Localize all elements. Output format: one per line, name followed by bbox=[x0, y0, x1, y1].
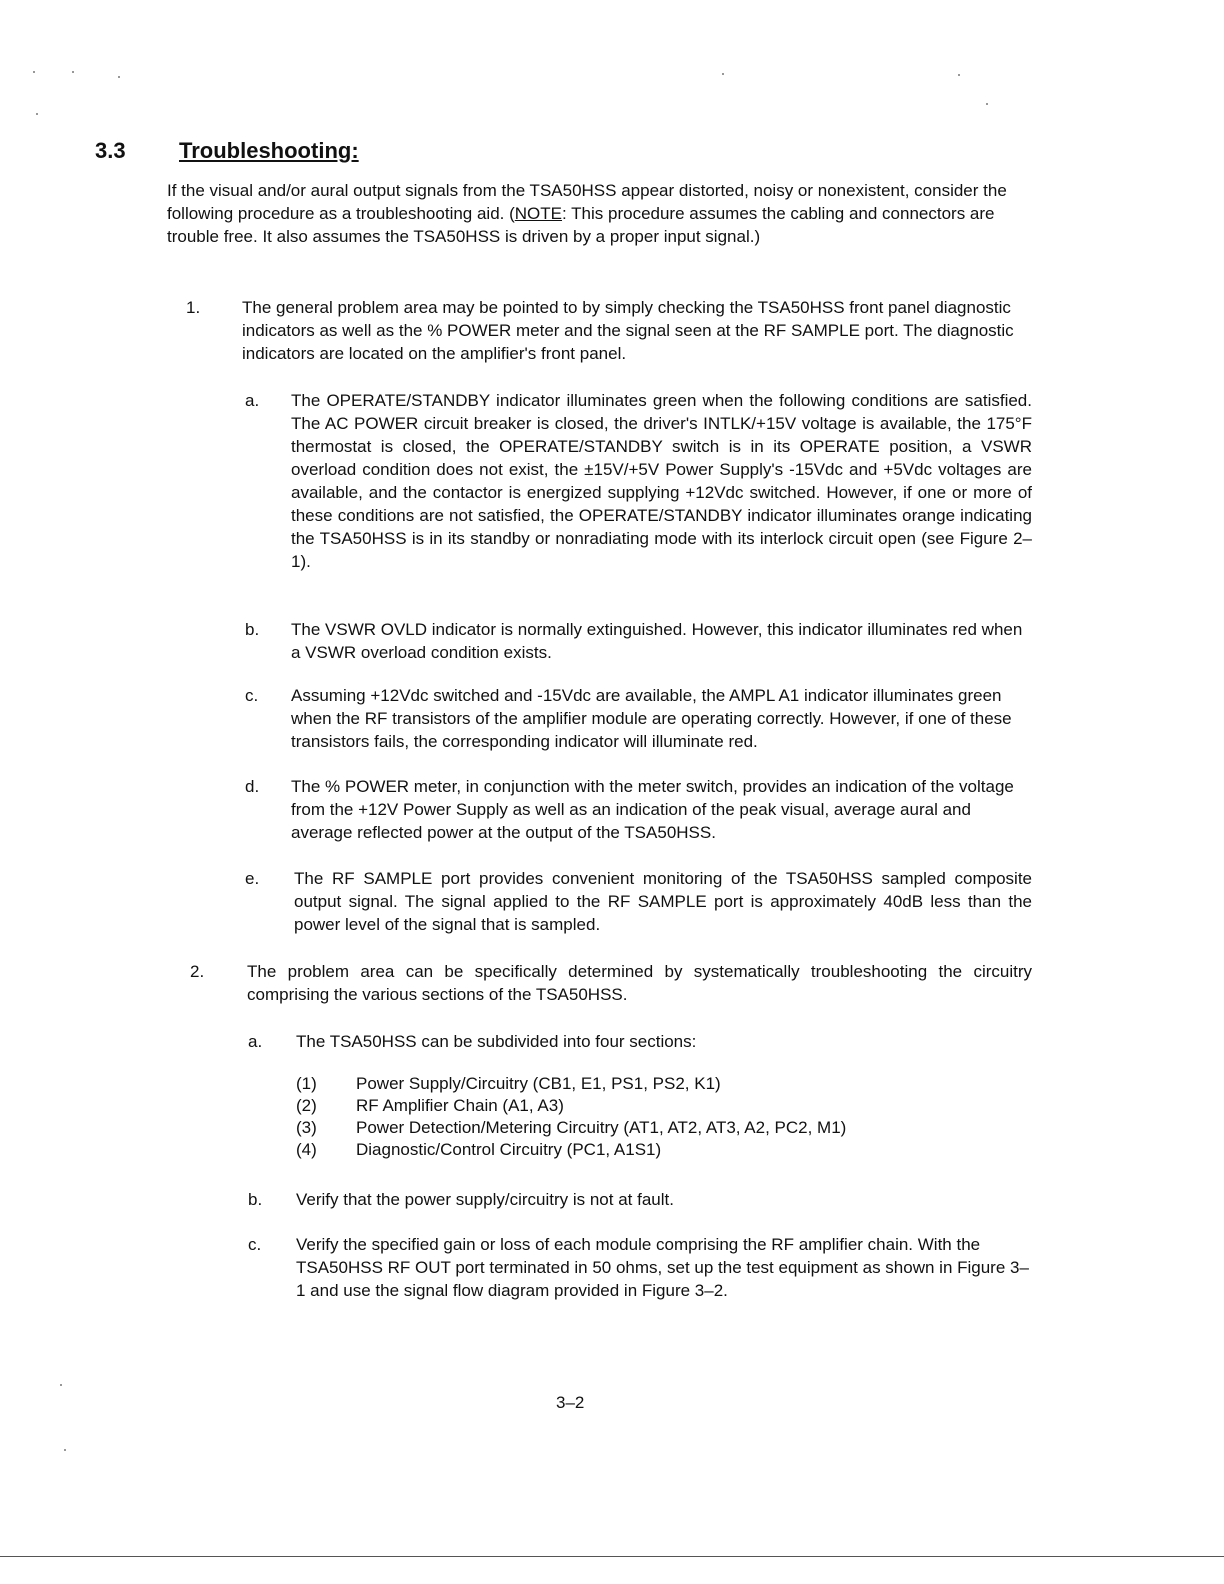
sub-item-text: The RF SAMPLE port provides convenient monitoring of the TSA50HSS sampled composite output signal. The signal applied to the RF SAMPLE port is approximately 40dB less than the power level of the signal that is sampled. bbox=[294, 869, 1032, 934]
sub-item-letter: c. bbox=[245, 686, 259, 705]
section-number: 3.3 bbox=[95, 138, 126, 163]
sub-item-letter: a. bbox=[245, 391, 260, 410]
scan-speck bbox=[72, 71, 74, 73]
sub-item-text: Assuming +12Vdc switched and -15Vdc are available, the AMPL A1 indicator illuminates green when the RF transistors of the amplifier module are operating correctly. However, if one of these transistors fails, the corresponding indicator will illuminate red. bbox=[291, 686, 1012, 751]
sub-item-text: The VSWR OVLD indicator is normally extinguished. However, this indicator illuminates red when a VSWR overload condition exists. bbox=[291, 620, 1023, 662]
scan-speck bbox=[118, 76, 120, 78]
scan-speck bbox=[958, 74, 960, 76]
sub-item-letter: b. bbox=[248, 1190, 263, 1209]
scan-speck bbox=[60, 1384, 62, 1386]
scan-speck bbox=[33, 71, 35, 73]
sub-item-text: The OPERATE/STANDBY indicator illuminates green when the following conditions are satisfied. The AC POWER circuit breaker is closed, the driver's INTLK/+15V voltage is available, the 175°F thermostat is closed, the OPERATE/STANDBY switch is in its OPERATE position, a VSWR overload condition does not exist, the ±15V/+5V Power Supply's -15Vdc and +5Vdc voltages are available, and the contactor is energized supplying +12Vdc switched. However, if one or more of these conditions are not satisfied, the OPERATE/STANDBY indicator illuminates orange indicating the TSA50HSS is in its standby or nonradiating mode with its interlock circuit open (see Figure 2–1). bbox=[291, 391, 1032, 571]
list-item-number: (3) bbox=[296, 1118, 317, 1137]
sub-item-text: Verify that the power supply/circuitry is not at fault. bbox=[296, 1190, 674, 1209]
scan-edge-line bbox=[0, 1556, 1224, 1557]
section-title: Troubleshooting: bbox=[179, 138, 359, 163]
intro-text: If the visual and/or aural output signals from the TSA50HSS appear distorted, noisy or nonexistent, consider the following procedure as a troubleshooting aid. ( bbox=[167, 181, 1007, 223]
list-item-text: Diagnostic/Control Circuitry (PC1, A1S1) bbox=[356, 1140, 662, 1159]
sub-item-text: The % POWER meter, in conjunction with the meter switch, provides an indication of the voltage from the +12V Power Supply as well as an indication of the peak visual, average aural and average reflected power at the output of the TSA50HSS. bbox=[291, 777, 1014, 842]
sub-item-letter: a. bbox=[248, 1032, 263, 1051]
sub-item-letter: b. bbox=[245, 620, 260, 639]
scan-speck bbox=[64, 1449, 66, 1451]
list-item-number: (2) bbox=[296, 1096, 317, 1115]
intro-text-note: : This procedure assumes the cabling and connectors are trouble free. It also assumes the TSA50HSS is driven by a proper input signal.) bbox=[167, 204, 995, 246]
scan-speck bbox=[36, 113, 38, 115]
list-item-number: (1) bbox=[296, 1074, 317, 1093]
sub-item-letter: d. bbox=[245, 777, 260, 796]
list-item-number: (4) bbox=[296, 1140, 317, 1159]
list-item-text: Power Detection/Metering Circuitry (AT1, AT2, AT3, A2, PC2, M1) bbox=[356, 1118, 847, 1137]
sub-item-text: The TSA50HSS can be subdivided into four sections: bbox=[296, 1032, 697, 1051]
page-number: 3–2 bbox=[556, 1393, 585, 1412]
list-item-text: RF Amplifier Chain (A1, A3) bbox=[356, 1096, 564, 1115]
sub-item-letter: c. bbox=[248, 1235, 262, 1254]
scan-speck bbox=[986, 103, 988, 105]
item-text: The general problem area may be pointed to by simply checking the TSA50HSS front panel diagnostic indicators as well as the % POWER meter and the signal seen at the RF SAMPLE port. The diagnostic indicators are located on the amplifier's front panel. bbox=[242, 298, 1014, 363]
item-number: 1. bbox=[186, 298, 201, 317]
list-item-text: Power Supply/Circuitry (CB1, E1, PS1, PS2, K1) bbox=[356, 1074, 721, 1093]
item-number: 2. bbox=[190, 962, 205, 981]
item-text: The problem area can be specifically determined by systematically troubleshooting the circuitry comprising the various sections of the TSA50HSS. bbox=[247, 962, 1032, 1004]
scan-speck bbox=[722, 73, 724, 75]
intro-paragraph bbox=[167, 179, 1032, 248]
note-label: NOTE bbox=[514, 204, 563, 223]
sub-item-letter: e. bbox=[245, 869, 260, 888]
sub-item-text: Verify the specified gain or loss of each module comprising the RF amplifier chain. With the TSA50HSS RF OUT port terminated in 50 ohms, set up the test equipment as shown in Figure 3–1 and use the signal flow diagram provided in Figure 3–2. bbox=[296, 1235, 1029, 1300]
